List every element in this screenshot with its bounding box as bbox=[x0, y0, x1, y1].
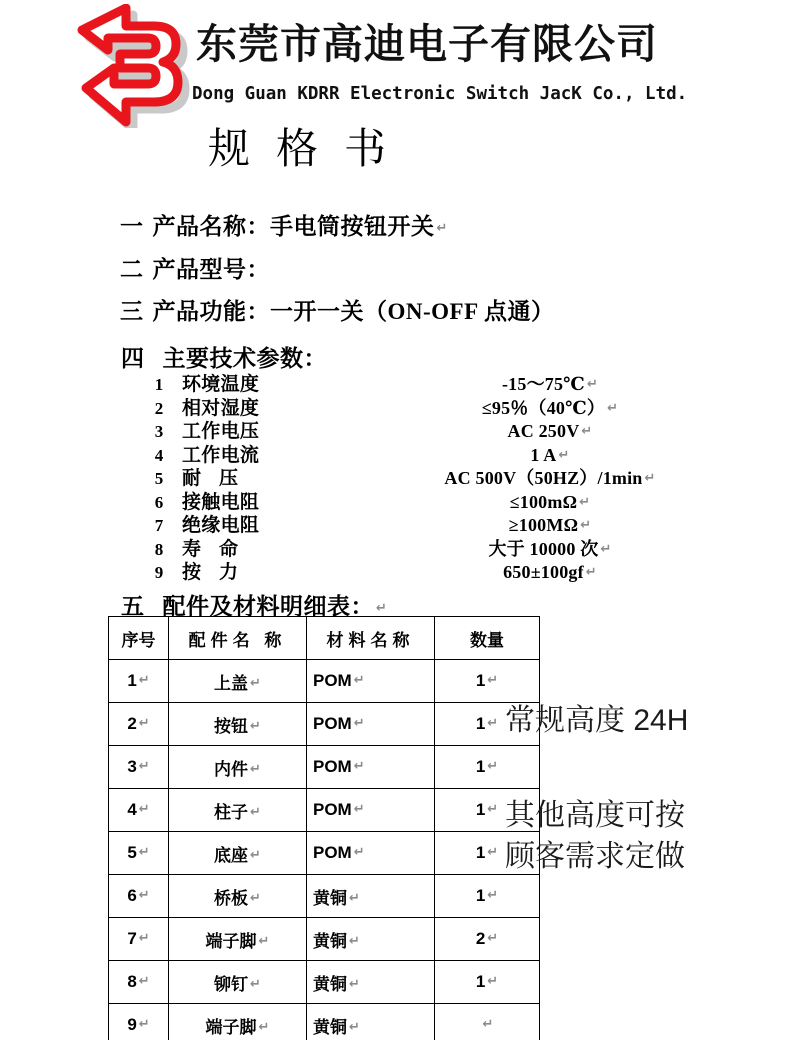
parameter-name: 寿命 bbox=[182, 538, 257, 560]
cell-seq-text: 3 bbox=[127, 757, 137, 776]
parameter-value-text: AC 500V（50HZ）/1min bbox=[444, 468, 643, 488]
parameter-name: 接触电阻 bbox=[182, 491, 260, 513]
cell-quantity-text: 1 bbox=[475, 757, 486, 776]
clause-label: 产品名称： bbox=[152, 214, 270, 239]
clause-label: 产品型号： bbox=[152, 257, 270, 282]
cell-part-text: 柱子 bbox=[214, 802, 249, 822]
cell-part bbox=[169, 918, 307, 961]
document-title: 规格书 bbox=[207, 125, 412, 172]
parameter-index: 4 bbox=[154, 445, 164, 465]
cell-part bbox=[169, 832, 307, 875]
cell-quantity-text: 1 bbox=[475, 886, 486, 905]
paragraph-mark-icon: ↵ bbox=[250, 847, 261, 863]
paragraph-mark-icon: ↵ bbox=[436, 221, 448, 236]
cell-quantity-text: 1 bbox=[475, 671, 486, 690]
paragraph-mark-icon: ↵ bbox=[353, 716, 365, 731]
parts-material-table bbox=[108, 616, 540, 1040]
cell-seq-text: 7 bbox=[127, 929, 137, 948]
section-number: 四 bbox=[121, 346, 145, 371]
table-row bbox=[109, 832, 540, 875]
table-row bbox=[109, 875, 540, 918]
cell-part bbox=[169, 660, 307, 703]
note-custom-line-1: 其他高度可按 bbox=[505, 799, 685, 832]
cell-seq-text: 6 bbox=[127, 886, 137, 905]
parameter-name: 工作电压 bbox=[182, 421, 260, 442]
paragraph-mark-icon: ↵ bbox=[138, 974, 150, 989]
cell-seq-text: 4 bbox=[127, 800, 137, 819]
paragraph-mark-icon: ↵ bbox=[558, 447, 570, 463]
cell-quantity bbox=[435, 961, 540, 1004]
paragraph-mark-icon: ↵ bbox=[487, 888, 499, 903]
cell-quantity-text: 1 bbox=[475, 972, 486, 991]
table-row bbox=[109, 703, 540, 746]
parameter-value bbox=[330, 467, 770, 491]
paragraph-mark-icon: ↵ bbox=[250, 890, 261, 906]
table-body bbox=[109, 660, 540, 1040]
parameter-value-text: 大于 10000 次 bbox=[488, 538, 599, 559]
paragraph-mark-icon: ↵ bbox=[349, 890, 360, 906]
table-row bbox=[109, 961, 540, 1004]
paragraph-mark-icon: ↵ bbox=[138, 888, 150, 903]
parameter-name: 工作电流 bbox=[182, 444, 260, 466]
cell-part bbox=[169, 1004, 307, 1040]
cell-material-text: 黄铜 bbox=[313, 888, 347, 908]
cell-seq bbox=[109, 746, 169, 789]
cell-seq bbox=[109, 918, 169, 961]
paragraph-mark-icon: ↵ bbox=[579, 494, 591, 510]
parameter-name: 相对湿度 bbox=[182, 397, 260, 419]
cell-material-text: POM bbox=[313, 800, 352, 819]
section-number: 五 bbox=[121, 594, 145, 619]
paragraph-mark-icon: ↵ bbox=[580, 518, 592, 533]
paragraph-mark-icon: ↵ bbox=[250, 976, 261, 992]
clause-number: 三 bbox=[120, 299, 144, 324]
parameter-row bbox=[150, 373, 770, 397]
column-header-quantity: 数量 bbox=[435, 617, 540, 660]
parameter-index: 9 bbox=[154, 563, 164, 582]
parameter-value-text: ≤95％（40℃） bbox=[481, 397, 606, 418]
paragraph-mark-icon: ↵ bbox=[258, 1019, 270, 1035]
cell-part-text: 铆钉 bbox=[214, 974, 249, 994]
paragraph-mark-icon: ↵ bbox=[487, 802, 499, 817]
paragraph-mark-icon: ↵ bbox=[250, 804, 261, 820]
cell-part-text: 内件 bbox=[214, 759, 249, 779]
paragraph-mark-icon: ↵ bbox=[138, 1017, 150, 1032]
column-header-seq: 序号 bbox=[109, 617, 169, 660]
cell-quantity-text: 1 bbox=[475, 714, 486, 733]
cell-part-text: 端子脚 bbox=[205, 1017, 257, 1037]
cell-part-text: 桥板 bbox=[214, 888, 249, 908]
parameter-row bbox=[150, 467, 770, 491]
paragraph-mark-icon: ↵ bbox=[487, 716, 499, 731]
parameter-index: 3 bbox=[154, 422, 164, 441]
paragraph-mark-icon: ↵ bbox=[585, 565, 597, 580]
cell-part bbox=[169, 746, 307, 789]
paragraph-mark-icon: ↵ bbox=[250, 675, 261, 691]
cell-seq-text: 9 bbox=[127, 1015, 137, 1034]
cell-quantity-text: 2 bbox=[475, 929, 486, 948]
parameter-value-text: ≤100mΩ bbox=[509, 491, 578, 512]
cell-part-text: 底座 bbox=[214, 845, 249, 865]
parameter-row bbox=[150, 561, 770, 585]
parameter-index: 5 bbox=[154, 469, 164, 488]
clause-label: 产品功能： bbox=[152, 299, 270, 324]
paragraph-mark-icon: ↵ bbox=[138, 845, 150, 860]
cell-material-text: 黄铜 bbox=[313, 931, 347, 951]
cell-quantity-text: 1 bbox=[475, 800, 486, 819]
paragraph-mark-icon: ↵ bbox=[487, 931, 499, 946]
parameter-value bbox=[330, 491, 770, 515]
parameter-row bbox=[150, 397, 770, 421]
parameter-row bbox=[150, 514, 770, 538]
cell-quantity bbox=[435, 1004, 540, 1040]
cell-part bbox=[169, 703, 307, 746]
cell-seq-text: 2 bbox=[127, 714, 137, 733]
clause-value: 一开一关（ON-OFF 点通） bbox=[270, 299, 555, 324]
cell-seq bbox=[109, 1004, 169, 1040]
company-name-english: Dong Guan KDRR Electronic Switch JacK Co., Ltd. bbox=[192, 84, 688, 104]
cell-material-text: POM bbox=[313, 714, 352, 733]
parameter-name: 绝缘电阻 bbox=[182, 515, 260, 536]
cell-material bbox=[307, 1004, 435, 1040]
column-header-material: 材料名称 bbox=[307, 617, 435, 660]
cell-seq bbox=[109, 875, 169, 918]
paragraph-mark-icon: ↵ bbox=[349, 1019, 360, 1035]
clause-number: 二 bbox=[120, 257, 144, 282]
parameter-row bbox=[150, 444, 770, 468]
cell-material-text: 黄铜 bbox=[313, 1017, 347, 1037]
cell-seq bbox=[109, 832, 169, 875]
table-row bbox=[109, 660, 540, 703]
paragraph-mark-icon: ↵ bbox=[482, 1017, 494, 1032]
cell-material-text: 黄铜 bbox=[313, 974, 347, 994]
cell-quantity bbox=[435, 875, 540, 918]
cell-seq bbox=[109, 660, 169, 703]
parameter-name: 按力 bbox=[182, 562, 257, 583]
paragraph-mark-icon: ↵ bbox=[487, 759, 499, 774]
parameter-index: 8 bbox=[154, 539, 164, 559]
cell-part-text: 上盖 bbox=[214, 673, 249, 693]
table-row bbox=[109, 918, 540, 961]
table-row bbox=[109, 789, 540, 832]
paragraph-mark-icon: ↵ bbox=[138, 716, 150, 731]
cell-seq-text: 5 bbox=[127, 843, 137, 862]
section-title: 配件及材料明细表： bbox=[162, 594, 374, 619]
parameter-name: 耐压 bbox=[182, 468, 257, 489]
table-header bbox=[109, 617, 540, 660]
note-standard-height: 常规高度 24H bbox=[505, 704, 689, 737]
table-row bbox=[109, 1004, 540, 1040]
cell-material bbox=[307, 832, 435, 875]
parameter-value bbox=[330, 444, 770, 468]
paragraph-mark-icon: ↵ bbox=[353, 845, 365, 860]
paragraph-mark-icon: ↵ bbox=[487, 974, 499, 989]
clause-number: 一 bbox=[120, 214, 144, 239]
cell-material bbox=[307, 789, 435, 832]
cell-part-text: 按钮 bbox=[214, 716, 249, 736]
cell-part bbox=[169, 789, 307, 832]
paragraph-mark-icon: ↵ bbox=[487, 673, 499, 688]
cell-material bbox=[307, 961, 435, 1004]
parameter-index: 2 bbox=[154, 398, 164, 418]
company-name-chinese: 东莞市高迪电子有限公司 bbox=[196, 21, 658, 67]
cell-material bbox=[307, 703, 435, 746]
parameter-index: 6 bbox=[154, 492, 164, 512]
paragraph-mark-icon: ↵ bbox=[600, 541, 612, 557]
document-header bbox=[0, 0, 805, 130]
cell-seq-text: 1 bbox=[127, 671, 137, 690]
paragraph-mark-icon: ↵ bbox=[487, 845, 499, 860]
note-custom-line-2: 顾客需求定做 bbox=[505, 840, 685, 874]
parameter-value-text: AC 250V bbox=[507, 421, 580, 441]
paragraph-mark-icon: ↵ bbox=[581, 424, 593, 439]
cell-material-text: POM bbox=[313, 671, 352, 690]
paragraph-mark-icon: ↵ bbox=[138, 931, 150, 946]
paragraph-mark-icon: ↵ bbox=[353, 759, 365, 774]
paragraph-mark-icon: ↵ bbox=[349, 976, 360, 992]
cell-material bbox=[307, 660, 435, 703]
clause-value: 手电筒按钮开关 bbox=[270, 214, 435, 239]
parameter-value-text: ≥100MΩ bbox=[508, 515, 579, 535]
parameter-value-text: -15～75℃ bbox=[501, 374, 585, 394]
parameter-name: 环境温度 bbox=[182, 374, 260, 395]
parameter-value-text: 1 A bbox=[530, 444, 557, 465]
cell-part bbox=[169, 875, 307, 918]
cell-material bbox=[307, 746, 435, 789]
paragraph-mark-icon: ↵ bbox=[138, 673, 150, 688]
cell-material-text: POM bbox=[313, 757, 352, 776]
table-header-row bbox=[109, 617, 540, 660]
paragraph-mark-icon: ↵ bbox=[376, 601, 388, 616]
cell-quantity bbox=[435, 746, 540, 789]
cell-quantity bbox=[435, 918, 540, 961]
note-custom-height bbox=[505, 795, 685, 878]
paragraph-mark-icon: ↵ bbox=[353, 673, 365, 688]
paragraph-mark-icon: ↵ bbox=[607, 400, 619, 416]
cell-seq bbox=[109, 789, 169, 832]
parameter-index: 1 bbox=[154, 375, 164, 394]
paragraph-mark-icon: ↵ bbox=[353, 802, 365, 817]
section-title: 主要技术参数： bbox=[162, 346, 327, 371]
clause-product-function bbox=[120, 300, 555, 323]
paragraph-mark-icon: ↵ bbox=[258, 933, 270, 949]
parameter-index: 7 bbox=[154, 516, 164, 535]
paragraph-mark-icon: ↵ bbox=[250, 761, 261, 777]
parameter-value bbox=[330, 373, 770, 397]
parameter-value bbox=[330, 420, 770, 444]
paragraph-mark-icon: ↵ bbox=[644, 471, 656, 486]
parameter-value bbox=[330, 538, 770, 562]
cell-material bbox=[307, 918, 435, 961]
parameter-value bbox=[330, 514, 770, 538]
cell-seq bbox=[109, 703, 169, 746]
cell-quantity bbox=[435, 660, 540, 703]
cell-part bbox=[169, 961, 307, 1004]
parameter-row bbox=[150, 538, 770, 562]
paragraph-mark-icon: ↵ bbox=[586, 377, 599, 392]
clause-product-name bbox=[120, 215, 448, 238]
column-header-part: 配件名 称 bbox=[169, 617, 307, 660]
paragraph-mark-icon: ↵ bbox=[250, 718, 261, 734]
parameter-row bbox=[150, 491, 770, 515]
table-row bbox=[109, 746, 540, 789]
parameter-value-text: 650±100gf bbox=[503, 562, 584, 582]
cell-part-text: 端子脚 bbox=[205, 931, 257, 951]
cell-material-text: POM bbox=[313, 843, 352, 862]
section-four-heading bbox=[121, 340, 327, 373]
cell-seq-text: 8 bbox=[127, 972, 137, 991]
company-logo-icon bbox=[68, 4, 192, 128]
paragraph-mark-icon: ↵ bbox=[138, 759, 150, 774]
technical-parameters-list bbox=[150, 373, 770, 585]
paragraph-mark-icon: ↵ bbox=[349, 933, 360, 949]
parameter-row bbox=[150, 420, 770, 444]
paragraph-mark-icon: ↵ bbox=[138, 802, 150, 817]
clause-product-model bbox=[120, 258, 270, 281]
cell-seq bbox=[109, 961, 169, 1004]
cell-material bbox=[307, 875, 435, 918]
parameter-value bbox=[330, 561, 770, 585]
cell-quantity-text: 1 bbox=[475, 843, 486, 862]
parameter-value bbox=[330, 397, 770, 421]
